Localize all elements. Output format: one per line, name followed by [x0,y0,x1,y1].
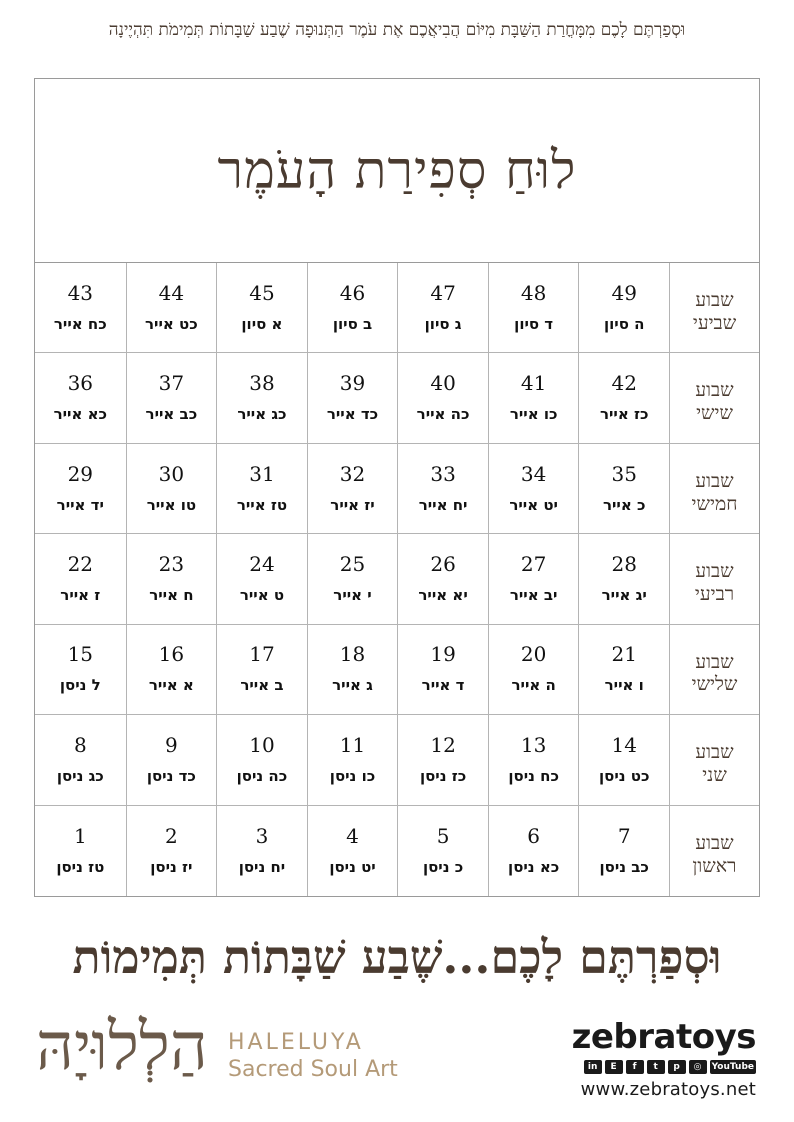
week-label [669,444,759,534]
hebrew-date: ו אייר [604,676,644,695]
hebrew-date: כו אייר [509,405,558,424]
day-cell [35,625,126,715]
hebrew-date: כא ניסן [508,857,560,876]
day-cell [126,625,217,715]
page-title: לוּחַ סְפִירַת הָעֹמֶר [217,140,577,201]
hebrew-date: כה ניסן [236,766,288,785]
header-verse: וּסְפַרְתֶּם לָכֶם מִמָּחֳרַת הַשַּׁבָּת מִיּוֹם הֲבִיאֲכֶם אֶת עֹמֶר הַתְּנוּפָה שֶׁבַע שַׁבָּתוֹת תְּמִימֹת תִּהְיֶינָה [108,20,686,40]
hebrew-date: כג ניסן [56,766,104,785]
day-cell [216,534,307,624]
hebrew-date: כז ניסן [419,766,467,785]
day-number: 38 [249,371,275,396]
day-number: 34 [520,461,547,486]
hebrew-date: טז ניסן [56,857,105,876]
hebrew-date: יא אייר [418,585,468,604]
hebrew-date: כט ניסן [598,766,650,785]
day-number: 39 [339,371,366,396]
hebrew-date: כח אייר [53,314,107,333]
hebrew-date: כט אייר [145,314,198,333]
day-number: 41 [520,371,547,396]
day-number: 18 [339,642,366,667]
twitter-icon[interactable]: t [647,1060,665,1074]
day-number: 43 [67,280,94,305]
youtube-icon[interactable]: YouTube [711,1062,754,1072]
week-label-ordinal: רביעי [694,582,735,605]
hebrew-date: טז אייר [236,495,288,514]
day-number: 31 [249,461,275,486]
day-number: 14 [611,732,637,757]
day-cell [126,353,217,443]
week-label [669,715,759,805]
footer-verse: וּסְפַרְתֶּם לָכֶם...שֶׁבַע שַׁבָּתוֹת תְּמִימוֹת [72,930,722,984]
day-cell [578,353,669,443]
hebrew-date: כב אייר [145,405,198,424]
day-cell [488,534,579,624]
day-cell [397,263,488,353]
hebrew-date: כד ניסן [146,766,196,785]
day-number: 20 [520,642,547,667]
linkedin-icon[interactable]: in [584,1060,602,1074]
week-label-ordinal: חמישי [691,492,738,515]
week-label [669,806,759,896]
day-cell [578,715,669,805]
week-label-word: שבוע [695,650,734,673]
day-number: 8 [73,732,87,757]
hebrew-date: כו ניסן [329,766,376,785]
day-cell [578,625,669,715]
hebrew-date: כא אייר [53,405,108,424]
week-label-word: שבוע [695,379,734,402]
day-cell [216,806,307,896]
day-number: 22 [67,551,94,576]
day-cell [126,444,217,534]
week-label-ordinal: שביעי [692,311,737,334]
week-label-ordinal: שני [702,763,727,786]
day-number: 4 [346,823,359,848]
day-number: 36 [67,371,94,396]
instagram-icon[interactable]: ◎ [689,1060,707,1074]
hebrew-date: טו אייר [146,495,197,514]
day-cell [307,263,398,353]
day-cell [578,444,669,534]
week-label-word: שבוע [695,741,734,764]
hebrew-date: יד אייר [56,495,104,514]
hebrew-date: ד סיון [514,314,554,333]
hebrew-date: כב ניסן [599,857,649,876]
day-cell [397,806,488,896]
day-number: 33 [430,461,456,486]
day-number: 21 [611,642,637,667]
day-cell [307,534,398,624]
day-cell [397,534,488,624]
day-cell [35,534,126,624]
hebrew-date: יב אייר [509,585,558,604]
day-cell [307,444,398,534]
day-number: 19 [430,642,456,667]
day-number: 10 [249,732,275,757]
hebrew-date: כ ניסן [422,857,464,876]
hebrew-date: ט אייר [239,585,285,604]
day-number: 46 [339,280,366,305]
day-cell [35,263,126,353]
day-cell [35,715,126,805]
day-number: 16 [158,642,185,667]
day-number: 11 [339,732,366,757]
day-cell [35,444,126,534]
day-cell [216,263,307,353]
day-cell [126,715,217,805]
day-number: 3 [255,823,269,848]
day-cell [397,625,488,715]
hebrew-date: ל ניסן [59,676,101,695]
hebrew-date: ה אייר [511,676,556,695]
day-cell [307,806,398,896]
facebook-icon[interactable]: f [626,1060,644,1074]
day-number: 40 [430,371,456,396]
hebrew-date: יח ניסן [238,857,286,876]
hebrew-date: ז אייר [60,585,101,604]
day-cell [35,353,126,443]
day-cell [578,534,669,624]
day-number: 15 [67,642,94,667]
day-number: 44 [158,280,185,305]
day-number: 45 [249,280,275,305]
hebrew-date: א אייר [148,676,194,695]
day-cell [488,263,579,353]
day-cell [126,263,217,353]
hebrew-date: ב אייר [240,676,284,695]
day-number: 49 [611,280,637,305]
day-cell [488,806,579,896]
day-cell [126,534,217,624]
day-cell [578,263,669,353]
hebrew-date: כ אייר [602,495,646,514]
hebrew-date: ג סיון [424,314,462,333]
day-number: 23 [158,551,185,576]
day-number: 5 [436,823,450,848]
hebrew-date: יט אייר [509,495,558,514]
hebrew-date: יז אייר [330,495,375,514]
day-number: 6 [527,823,541,848]
hebrew-date: יט ניסן [329,857,376,876]
day-cell [35,806,126,896]
day-number: 24 [249,551,275,576]
day-number: 2 [165,823,178,848]
social-icons [572,1060,756,1074]
hebrew-date: ג אייר [332,676,373,695]
hebrew-date: יג אייר [601,585,647,604]
day-cell [397,444,488,534]
day-cell [488,625,579,715]
day-cell [397,353,488,443]
hebrew-date: י אייר [333,585,372,604]
day-cell [307,353,398,443]
day-number: 28 [611,551,637,576]
day-number: 32 [339,461,366,486]
week-label-ordinal: ראשון [692,854,737,877]
day-cell [307,715,398,805]
hebrew-date: ד אייר [421,676,465,695]
day-cell [488,715,579,805]
hebrew-date: א סיון [241,314,283,333]
day-cell [578,806,669,896]
logo-line-2: Sacred Soul Art [228,1057,398,1082]
haleluya-logo [228,1030,398,1082]
day-cell [216,353,307,443]
e-icon[interactable]: E [605,1060,623,1074]
omer-calendar-grid [34,262,760,897]
day-number: 27 [520,551,547,576]
brand-url: www.zebratoys.net [580,1079,756,1100]
day-number: 25 [339,551,366,576]
day-number: 35 [611,461,637,486]
hebrew-date: כח ניסן [508,766,559,785]
day-number: 26 [430,551,456,576]
day-cell [216,625,307,715]
day-cell [216,444,307,534]
day-cell [216,715,307,805]
day-number: 37 [158,371,185,396]
day-number: 12 [430,732,456,757]
week-label-ordinal: שישי [696,402,733,425]
week-label [669,263,759,353]
hebrew-date: יז ניסן [150,857,193,876]
day-number: 47 [430,280,456,305]
hebrew-date: ה סיון [604,314,645,333]
day-number: 9 [165,732,178,757]
brand-name: zebratoys [571,1017,756,1057]
hebrew-date: כה אייר [416,405,470,424]
haleluya-logo-hebrew: הַלְלוּיָהּ [36,1008,208,1085]
pinterest-icon[interactable]: p [668,1060,686,1074]
week-label [669,353,759,443]
day-cell [126,806,217,896]
logo-line-1: HALELUYA [228,1030,364,1055]
day-number: 29 [67,461,94,486]
day-number: 30 [158,461,185,486]
day-number: 13 [520,732,547,757]
hebrew-date: כג אייר [237,405,287,424]
day-cell [307,625,398,715]
hebrew-date: ח אייר [149,585,194,604]
hebrew-date: יח אייר [418,495,468,514]
hebrew-date: ב סיון [332,314,373,333]
day-number: 48 [520,280,547,305]
week-label [669,625,759,715]
day-cell [488,444,579,534]
day-number: 1 [73,823,87,848]
day-number: 42 [611,371,637,396]
day-number: 17 [249,642,275,667]
day-cell [488,353,579,443]
week-label-word: שבוע [695,288,734,311]
title-box [34,78,760,262]
day-cell [397,715,488,805]
week-label-word: שבוע [695,831,734,854]
hebrew-date: כד אייר [326,405,379,424]
day-number: 7 [617,823,631,848]
week-label-word: שבוע [695,469,734,492]
week-label-word: שבוע [695,560,734,583]
hebrew-date: כז אייר [599,405,649,424]
zebratoys-brand [571,1017,756,1100]
week-label [669,534,759,624]
week-label-ordinal: שלישי [691,673,738,696]
